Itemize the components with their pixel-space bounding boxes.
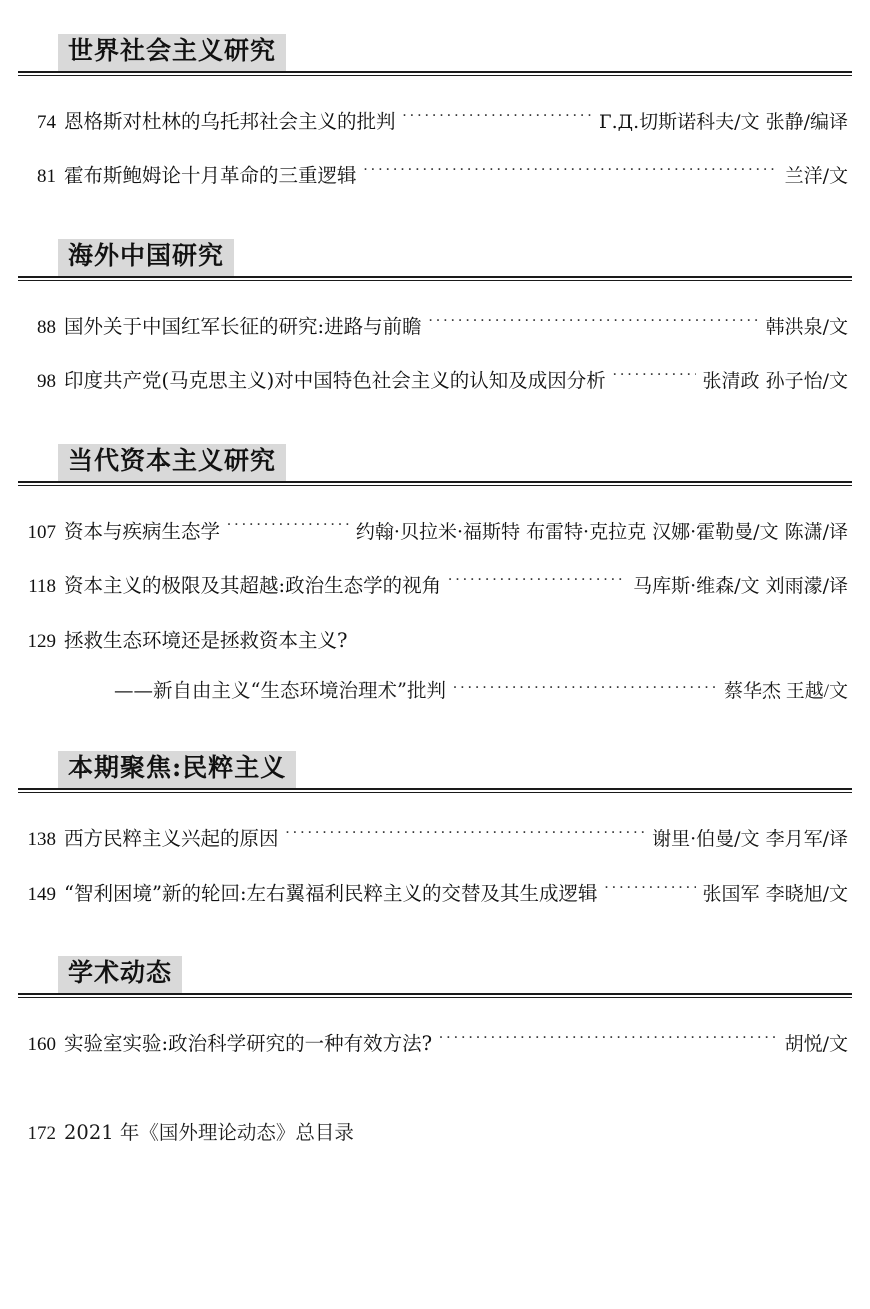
entry-authors: 约翰·贝拉米·福斯特 布雷特·克拉克 汉娜·霍勒曼/文 陈潇/译 bbox=[355, 520, 848, 543]
leader-dots bbox=[448, 573, 626, 593]
leader-dots bbox=[429, 313, 759, 333]
toc-entry[interactable] bbox=[0, 367, 870, 396]
section-overseas-china-studies bbox=[0, 239, 870, 396]
entry-title: 资本与疾病生态学 bbox=[64, 519, 221, 543]
section-rule bbox=[18, 276, 852, 281]
leader-dots bbox=[613, 368, 696, 388]
toc-entry[interactable] bbox=[0, 108, 870, 137]
section-title: 学术动态 bbox=[58, 956, 182, 993]
toc-entry-subtitle[interactable] bbox=[0, 675, 870, 703]
section-focus-populism bbox=[0, 751, 870, 908]
section-title: 世界社会主义研究 bbox=[58, 34, 286, 71]
entry-title: 实验室实验:政治科学研究的一种有效方法? bbox=[64, 1032, 433, 1056]
section-entries bbox=[0, 108, 870, 191]
entry-authors: 谢里·伯曼/文 李月军/译 bbox=[652, 828, 848, 851]
entry-authors: 兰洋/文 bbox=[784, 165, 848, 188]
entry-title: “智利困境”新的轮回:左右翼福利民粹主义的交替及其生成逻辑 bbox=[64, 881, 598, 905]
entry-page-number: 88 bbox=[37, 316, 56, 338]
section-heading bbox=[0, 34, 870, 82]
entry-page-number: 149 bbox=[27, 883, 56, 905]
entry-authors: 马库斯·维森/文 刘雨濛/译 bbox=[633, 575, 848, 598]
toc-entry[interactable] bbox=[0, 572, 870, 601]
entry-subtitle: ——新自由主义“生态环境治理术”批判 bbox=[114, 679, 446, 703]
entry-authors: 韩洪泉/文 bbox=[765, 315, 848, 338]
entry-title: 霍布斯鲍姆论十月革命的三重逻辑 bbox=[64, 164, 357, 188]
section-heading bbox=[0, 751, 870, 799]
section-academic-trends bbox=[0, 956, 870, 1058]
leader-dots bbox=[403, 108, 593, 128]
section-title: 海外中国研究 bbox=[58, 239, 234, 276]
section-title: 本期聚焦:民粹主义 bbox=[58, 751, 296, 788]
entry-title: 资本主义的极限及其超越:政治生态学的视角 bbox=[64, 574, 442, 598]
section-heading bbox=[0, 444, 870, 492]
entry-authors: 胡悦/文 bbox=[784, 1033, 848, 1056]
toc-entry[interactable] bbox=[0, 518, 870, 547]
entry-authors: 张清政 孙子怡/文 bbox=[702, 370, 848, 393]
section-rule bbox=[18, 71, 852, 76]
toc-entry[interactable] bbox=[0, 162, 870, 191]
entry-authors: 蔡华杰 王越/文 bbox=[723, 681, 848, 703]
entry-authors: 张国军 李晓旭/文 bbox=[702, 882, 848, 905]
toc-entry[interactable] bbox=[0, 313, 870, 342]
toc-entry[interactable] bbox=[0, 825, 870, 854]
entry-page-number: 160 bbox=[27, 1034, 56, 1056]
section-heading bbox=[0, 956, 870, 1004]
entry-page-number: 107 bbox=[27, 521, 56, 543]
leader-dots bbox=[227, 518, 349, 538]
entry-page-number: 81 bbox=[37, 166, 56, 188]
section-world-socialism bbox=[0, 34, 870, 191]
section-contemporary-capitalism bbox=[0, 444, 870, 704]
toc-entry-index[interactable] bbox=[0, 1117, 870, 1145]
toc-entry[interactable] bbox=[0, 880, 870, 909]
section-heading bbox=[0, 239, 870, 287]
leader-dots bbox=[605, 880, 696, 900]
section-rule bbox=[18, 481, 852, 486]
entry-title: 恩格斯对杜林的乌托邦社会主义的批判 bbox=[64, 109, 396, 133]
section-entries bbox=[0, 518, 870, 704]
leader-dots bbox=[286, 826, 646, 846]
leader-dots bbox=[453, 678, 717, 698]
entry-authors: Г.Д.切斯诺科夫/文 张静/编译 bbox=[599, 110, 848, 133]
entry-title: 印度共产党(马克思主义)对中国特色社会主义的认知及成因分析 bbox=[64, 369, 606, 393]
entry-title: 2021 年《国外理论动态》总目录 bbox=[64, 1120, 354, 1144]
entry-page-number: 98 bbox=[37, 371, 56, 393]
entry-title: 拯救生态环境还是拯救资本主义? bbox=[64, 628, 348, 652]
toc-entry[interactable] bbox=[0, 627, 870, 656]
section-rule bbox=[18, 788, 852, 793]
leader-dots bbox=[439, 1031, 778, 1051]
section-entries bbox=[0, 1030, 870, 1059]
section-rule bbox=[18, 993, 852, 998]
entry-page-number: 118 bbox=[28, 576, 56, 598]
entry-page-number: 74 bbox=[37, 111, 56, 133]
entry-title: 西方民粹主义兴起的原因 bbox=[64, 827, 279, 851]
entry-page-number: 138 bbox=[27, 829, 56, 851]
entry-page-number: 172 bbox=[27, 1122, 56, 1144]
entry-title: 国外关于中国红军长征的研究:进路与前瞻 bbox=[64, 314, 422, 338]
section-title: 当代资本主义研究 bbox=[58, 444, 286, 481]
leader-dots bbox=[364, 163, 778, 183]
section-entries bbox=[0, 825, 870, 908]
section-entries bbox=[0, 313, 870, 396]
entry-page-number: 129 bbox=[27, 630, 56, 652]
toc-entry[interactable] bbox=[0, 1030, 870, 1059]
